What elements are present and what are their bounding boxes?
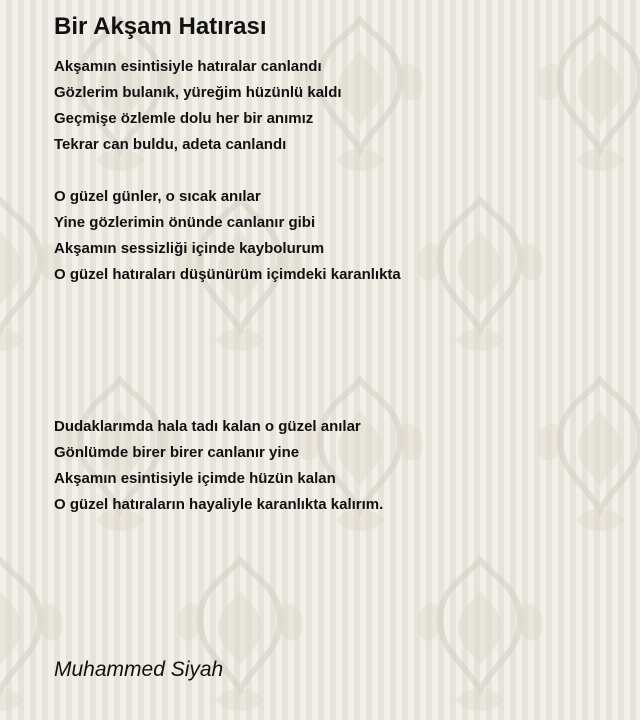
poem-line: Dudaklarımda hala tadı kalan o güzel anılar <box>54 418 361 435</box>
poem <box>54 12 614 518</box>
poem-line: Yine gözlerimin önünde canlanır gibi <box>54 214 316 231</box>
poem-line: Akşamın esintisiyle hatıralar canlandı <box>54 58 322 75</box>
poem-line: Gözlerim bulanık, yüreğim hüzünlü kaldı <box>54 84 342 101</box>
poem-title: Bir Akşam Hatırası <box>54 13 267 40</box>
stanza-gap <box>54 158 614 184</box>
poem-line: Akşamın sessizliği içinde kaybolurum <box>54 240 325 257</box>
poem-author: Muhammed Siyah <box>54 658 224 681</box>
poem-line: O güzel hatıraları düşünürüm içimdeki karanlıkta <box>54 266 401 283</box>
poem-line: O güzel günler, o sıcak anılar <box>54 188 261 205</box>
stanza-gap <box>54 288 614 414</box>
poem-line: Tekrar can buldu, adeta canlandı <box>54 136 287 153</box>
poem-line: Geçmişe özlemle dolu her bir anımız <box>54 110 314 127</box>
stanza-1 <box>54 54 614 158</box>
poem-line: O güzel hatıraların hayaliyle karanlıkta kalırım. <box>54 496 384 513</box>
stanza-3 <box>54 414 614 518</box>
poem-line: Gönlümde birer birer canlanır yine <box>54 444 300 461</box>
stanza-2 <box>54 184 614 288</box>
poem-line: Akşamın esintisiyle içimde hüzün kalan <box>54 470 336 487</box>
